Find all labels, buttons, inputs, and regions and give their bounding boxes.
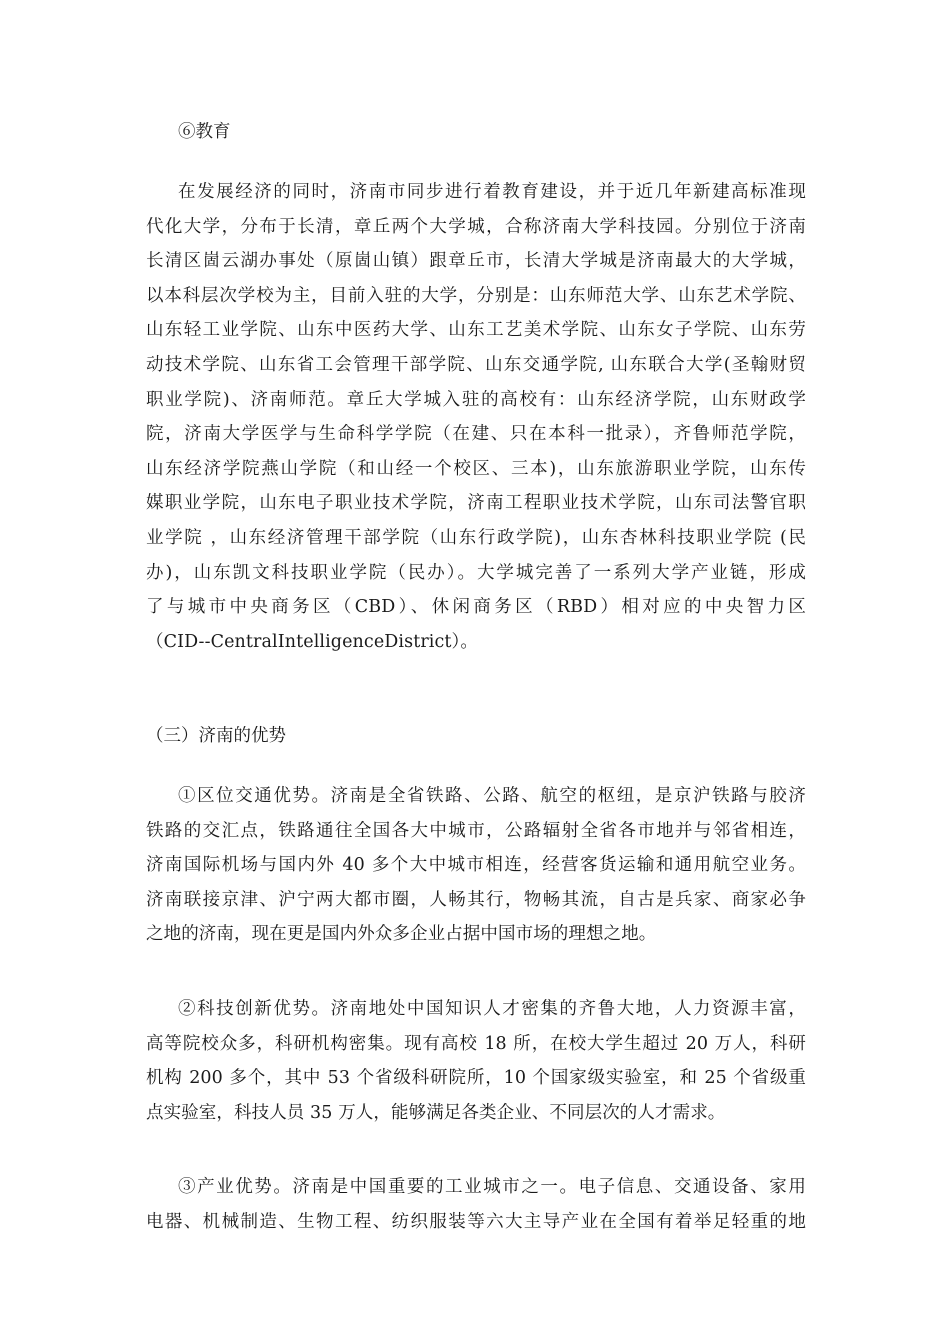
text-line: 职业学院)、济南师范。章丘大学城入驻的高校有：山东经济学院，山东财政学 <box>146 389 806 410</box>
text-line: 高等院校众多，科研机构密集。现有高校 18 所，在校大学生超过 20 万人，科研 <box>146 1033 806 1054</box>
text-line: 在发展经济的同时，济南市同步进行着教育建设，并于近几年新建高标准现 <box>178 182 806 202</box>
text-line: 以本科层次学校为主，目前入驻的大学，分别是：山东师范大学、山东艺术学院、 <box>146 285 806 306</box>
text-line: 办)，山东凯文科技职业学院（民办）。大学城完善了一系列大学产业链，形成 <box>146 562 806 583</box>
text-line: 院，济南大学医学与生命科学学院（在建、只在本科一批录），齐鲁师范学院， <box>146 424 806 445</box>
paragraph-tech-advantage <box>146 992 806 1130</box>
text-line: （CID--CentralIntelligenceDistrict）。 <box>146 631 478 652</box>
text-line: 山东轻工业学院、山东中医药大学、山东工艺美术学院、山东女子学院、山东劳 <box>146 320 806 341</box>
text-line: 机构 200 多个，其中 53 个省级科研院所，10 个国家级实验室，和 25 个省级重 <box>146 1068 806 1089</box>
text-line: ②科技创新优势。济南地处中国知识人才密集的齐鲁大地，人力资源丰富， <box>178 999 806 1019</box>
text-line: ③产业优势。济南是中国重要的工业城市之一。电子信息、交通设备、家用 <box>178 1177 806 1197</box>
text-line: 之地的济南，现在更是国内外众多企业占据中国市场的理想之地。 <box>146 924 657 945</box>
text-line: 点实验室，科技人员 35 万人，能够满足各类企业、不同层次的人才需求。 <box>146 1102 726 1123</box>
section-heading-education: ⑥教育 <box>178 122 231 142</box>
text-line: 济南联接京津、沪宁两大都市圈，人畅其行，物畅其流，自古是兵家、商家必争 <box>146 889 806 910</box>
text-line: 业学院 ，山东经济管理干部学院（山东行政学院)，山东杏林科技职业学院 (民 <box>146 527 806 548</box>
text-line: 了与城市中央商务区（CBD）、休闲商务区（RBD）相对应的中央智力区 <box>146 597 806 618</box>
text-line: 媒职业学院，山东电子职业技术学院，济南工程职业技术学院，山东司法警官职 <box>146 493 806 514</box>
text-line: 济南国际机场与国内外 40 多个大中城市相连，经营客货运输和通用航空业务。 <box>146 855 806 876</box>
text-line: 电器、机械制造、生物工程、纺织服装等六大主导产业在全国有着举足轻重的地 <box>146 1211 806 1232</box>
text-line: 山东经济学院燕山学院（和山经一个校区、三本)，山东旅游职业学院，山东传 <box>146 458 806 479</box>
paragraph-location-advantage <box>146 779 806 952</box>
text-line: 长清区崮云湖办事处（原崮山镇）跟章丘市，长清大学城是济南最大的大学城， <box>146 251 806 272</box>
section-heading-advantages: （三）济南的优势 <box>146 726 286 746</box>
text-line: ①区位交通优势。济南是全省铁路、公路、航空的枢纽，是京沪铁路与胶济 <box>178 786 806 806</box>
paragraph-education <box>146 175 806 659</box>
paragraph-industry-advantage <box>146 1170 806 1239</box>
text-line: 动技术学院、山东省工会管理干部学院、山东交通学院, 山东联合大学(圣翰财贸 <box>146 354 806 375</box>
text-line: 代化大学，分布于长清，章丘两个大学城，合称济南大学科技园。分别位于济南 <box>146 216 806 237</box>
text-line: 铁路的交汇点，铁路通往全国各大中城市，公路辐射全省各市地并与邻省相连， <box>146 820 806 841</box>
